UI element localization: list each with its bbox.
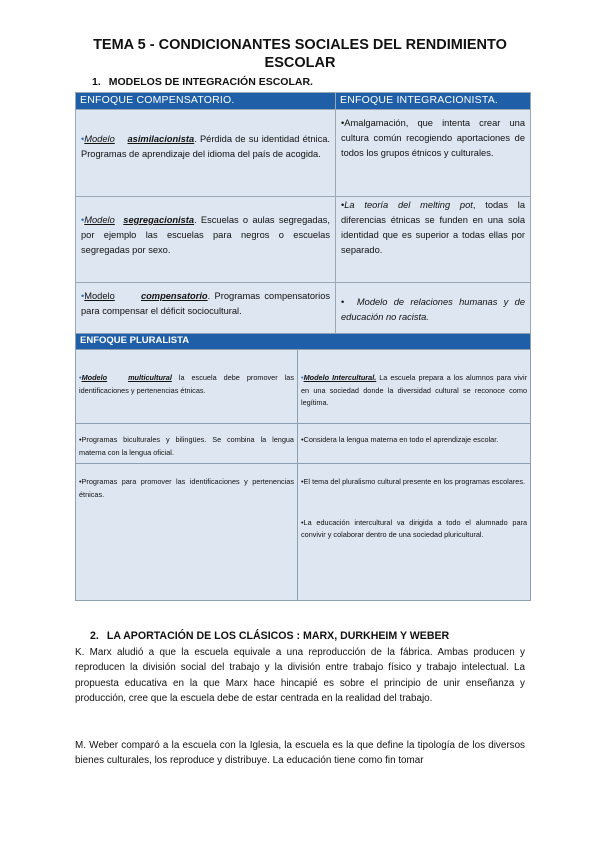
cell-segregationist: •Modelo segregacionista. Escuelas o aulas segregadas, por ejemplo las escuelas para negros o escuelas segregadas por sexo. [76,197,336,283]
cell-compensatory: •Modelo compensatorio. Programas compensatorios para compensar el déficit sociocultural. [76,283,336,356]
pluralism-text: •El tema del pluralismo cultural presente en los programas escolares. [301,477,525,486]
cell-amalgamation: •Amalgamación, que intenta crear una cultura común recogiendo aportaciones de todos los grupos étnicos y culturales. [336,110,531,197]
intercultural-education-text: •La educación intercultural va dirigida a todo el alumnado para convivir y colaborar dentro de una sociedad pluricultural. [301,517,528,539]
header-integrationist: ENFOQUE INTEGRACIONISTA. [336,93,531,110]
integration-models-table [75,92,531,356]
header-pluralist: ENFOQUE PLURALISTA [76,334,531,350]
title-line-1: TEMA 5 - CONDICIONANTES SOCIALES DEL RENDIMIENTO [93,37,507,53]
document-title [40,36,560,72]
cell-cultural-pluralism [298,464,531,601]
cell-intercultural: •Modelo Intercultural. La escuela prepara a los alumnos para vivir en una sociedad donde la diversidad cultural se reconoce como legítima. [298,350,531,424]
paragraph-weber: M. Weber comparó a la escuela con la Iglesia, la escuela es la que define la tipología de los diversos bienes culturales, los reproduce y distribuye. La educación tiene como fin tomar [75,740,525,767]
cell-melting-pot: •La teoría del melting pot, todas la diferencias étnicas se funden en una sola identidad que es superior a todas ellas por separado. [336,197,531,283]
section-2-heading [90,630,449,642]
cell-human-relations: • Modelo de relaciones humanas y de educación no racista. [336,283,531,356]
paragraph-marx: K. Marx aludió a que la escuela equivale a una reproducción de la fábrica. Ambas producen y reproducen la división social del trabajo y la división entre trabajo físico y trabajo intelectual. La propuesta educativa en la que Marx hace hincapié es sobre el principio de unir enseñanza y producción, cree que la escuela debe de estar centrada en la realidad del trabajo. [75,647,525,704]
section-1-number: 1. [92,76,101,88]
title-line-2: ESCOLAR [264,55,336,71]
cell-mother-tongue: •Considera la lengua materna en todo el aprendizaje escolar. [298,424,531,464]
cell-assimilationist: •Modelo asimilacionista. Pérdida de su identidad étnica. Programas de aprendizaje del idioma del país de acogida. [76,110,336,197]
section-1-title: MODELOS DE INTEGRACIÓN ESCOLAR. [108,76,313,88]
pluralist-approach-table [75,333,531,601]
header-compensatory: ENFOQUE COMPENSATORIO. [76,93,336,110]
cell-ethnic-programs: •Programas para promover las identificaciones y pertenencias étnicas. [76,464,298,601]
section-2-title: LA APORTACIÓN DE LOS CLÁSICOS : MARX, DURKHEIM Y WEBER [106,630,450,642]
section-1-heading [92,76,313,88]
section-2-number: 2. [90,630,99,642]
cell-bicultural-programs: •Programas biculturales y bilingües. Se combina la lengua materna con la lengua oficial. [76,424,298,464]
cell-multicultural: •Modelo multicultural la escuela debe promover las identificaciones y pertenencias étnicas. [76,350,298,424]
